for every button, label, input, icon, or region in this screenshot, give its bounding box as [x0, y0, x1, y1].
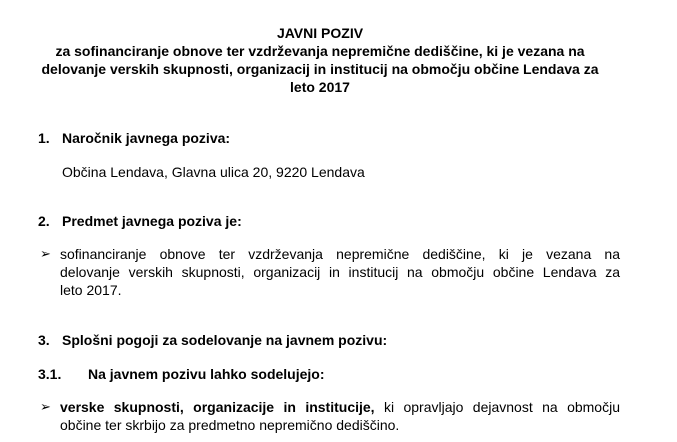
section-1-number: 1. — [38, 130, 50, 146]
section-2-bullet-line-2: delovanje verskih skupnosti, organizacij in institucij na območju občine Lendava za — [60, 264, 620, 280]
title-line-2: za sofinanciranje obnove ter vzdrževanja nepremične dediščine, ki je vezana na — [55, 43, 585, 59]
title-line-4: leto 2017 — [290, 79, 350, 95]
section-1-body: Občina Lendava, Glavna ulica 20, 9220 Lendava — [62, 164, 365, 180]
section-3-heading — [38, 331, 387, 349]
title-line-3: delovanje verskih skupnosti, organizacij in institucij na območju občine Lendava za — [41, 61, 599, 77]
arrow-bullet-icon: ➢ — [40, 246, 51, 261]
section-2-bullet-line-3: leto 2017. — [60, 282, 122, 298]
section-3-1-number: 3.1. — [38, 366, 62, 382]
section-3-1-bullet-line-1 — [60, 398, 620, 416]
section-3-1-bullet-text — [60, 398, 620, 434]
section-3-1-bullet-line-2: občine ter skrbijo za predmetno nepremično dediščino. — [60, 417, 400, 433]
arrow-bullet-icon: ➢ — [40, 399, 51, 414]
section-3-1-heading — [38, 365, 325, 383]
section-2-heading-text: Predmet javnega poziva je: — [62, 213, 242, 229]
section-3-1-bullet-bold: verske skupnosti, organizacije in institucije, — [60, 399, 375, 415]
section-3-1-bullet-rest: ki opravljajo dejavnost na območju — [374, 399, 620, 415]
title-line-1: JAVNI POZIV — [276, 25, 364, 41]
section-3-number: 3. — [38, 332, 50, 348]
section-1-heading — [38, 129, 230, 147]
document-title — [0, 24, 640, 96]
section-3-1-bullet — [40, 398, 620, 434]
section-2-bullet-text — [60, 245, 620, 299]
section-2-bullet-line-1: sofinanciranje obnove ter vzdrževanja nepremične dediščine, ki je vezana na — [60, 246, 620, 262]
section-2-heading — [38, 212, 242, 230]
section-2-number: 2. — [38, 213, 50, 229]
section-3-heading-text: Splošni pogoji za sodelovanje na javnem pozivu: — [62, 332, 388, 348]
section-2-bullet — [40, 245, 620, 299]
section-1-heading-text: Naročnik javnega poziva: — [62, 130, 231, 146]
section-3-1-heading-text: Na javnem pozivu lahko sodelujejo: — [88, 366, 325, 382]
